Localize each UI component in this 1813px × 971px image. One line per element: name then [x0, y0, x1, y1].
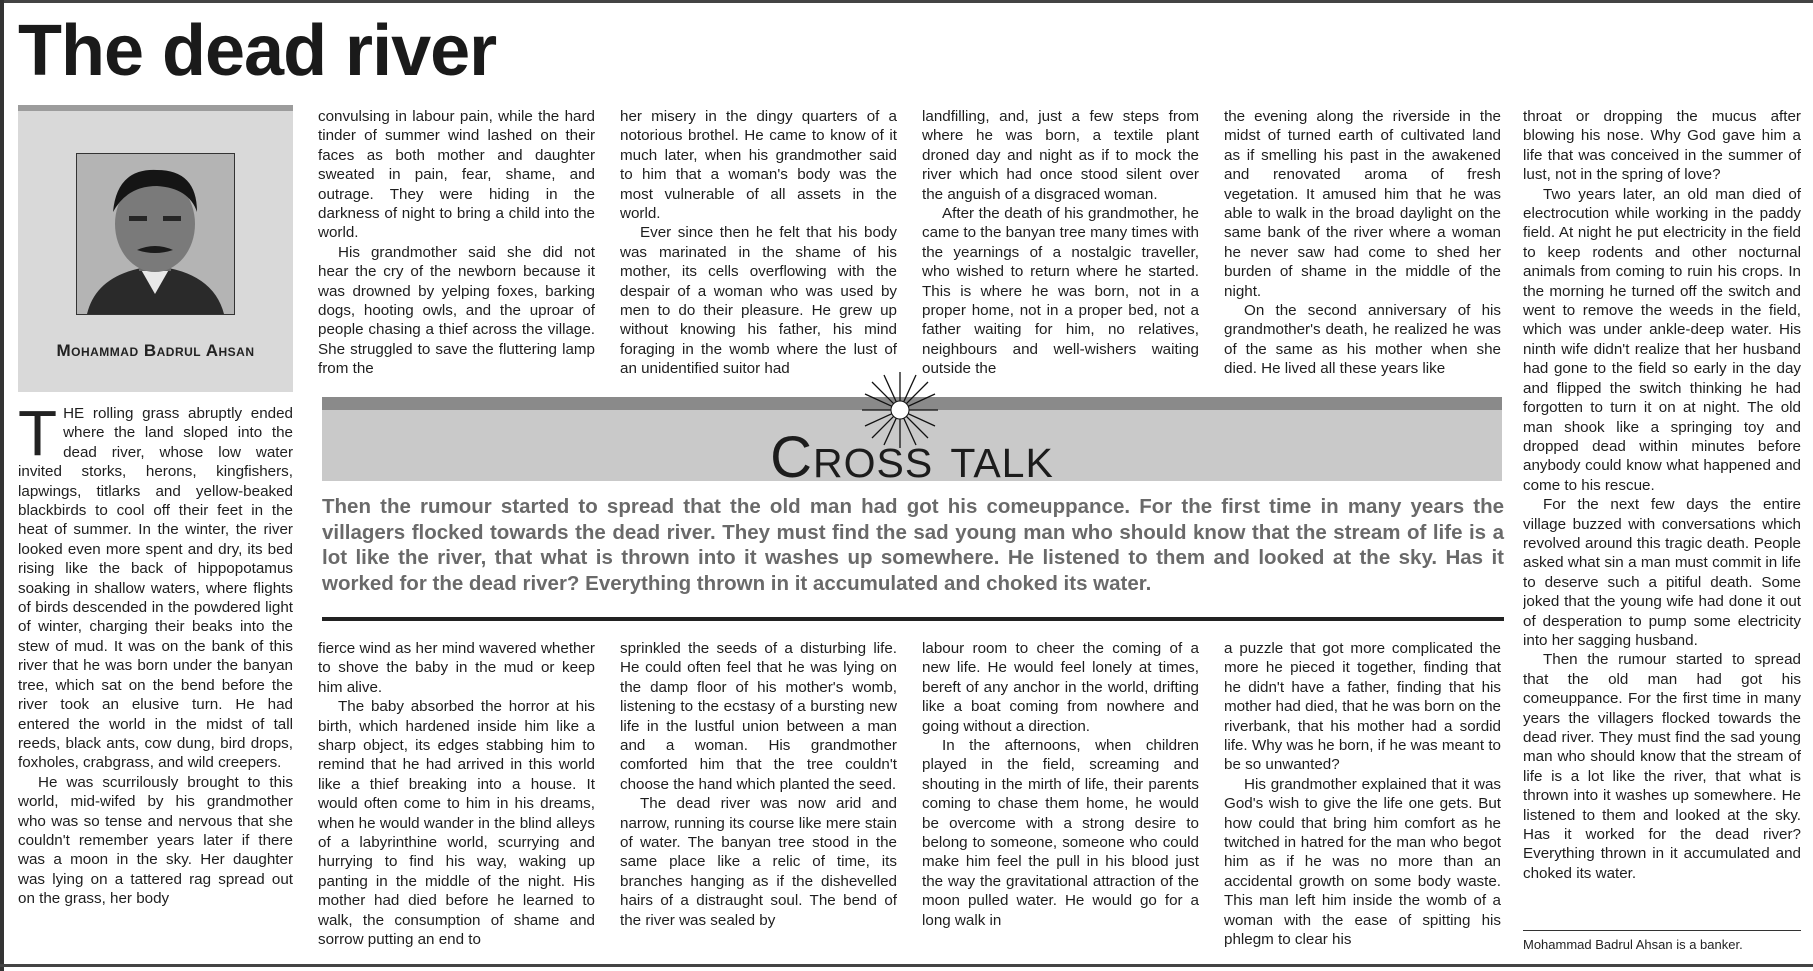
- column-6-paragraph-3: For the next few days the entire village buzzed with conversations which revolved around this tragic death. People asked what sin a man must commit in life to deserve such a pitiful death. Some joked that the young wife had done it out of desperation to pump some electricity into her sagging husband.: [1523, 496, 1801, 649]
- column-3-bottom: [620, 639, 897, 957]
- column-6-paragraph-1: throat or dropping the mucus after blowing his nose. Why God gave him a life that was conceived in the summer of lust, not in the spring of love?: [1523, 108, 1801, 184]
- column-2-bottom: [318, 639, 595, 957]
- starburst-icon: [862, 372, 938, 448]
- column-2-bottom-paragraph-1: fierce wind as her mind wavered whether to shove the baby in the mud or keep him alive.: [318, 640, 595, 696]
- author-photo: [76, 153, 235, 315]
- column-3-bottom-paragraph-2: The dead river was now arid and narrow, running its course like mere stain of water. The banyan tree stood in the same place like a relic of time, its branches hanging as if the dishevelled hairs of a distraught soul. The bend of the river was sealed by: [620, 795, 897, 929]
- column-2-top-paragraph-2: His grandmother said she did not hear the cry of the newborn because it was drowned by yelping foxes, barking dogs, hooting owls, and the uproar of people chasing a thief across the village. She struggled to save the fluttering lamp from the: [318, 243, 595, 378]
- column-6-paragraph-2: Two years later, an old man died of electrocution while working in the paddy field. At night he put electricity in the field to keep rodents and other nocturnal animals from coming to ruin his crops. In the morning he turned off the switch and went to remove the weeds in the field, which was under ankle-deep water. His ninth wife didn't realize that her husband had gone to the field so early in the day and flipped the switch thinking he had forgotten to turn it on at night. The old man shook like a springing toy and dropped dead within minutes before anybody could know what happened and come to his rescue.: [1523, 185, 1801, 494]
- column-6-paragraph-4: Then the rumour started to spread that the old man had got his comeuppance. For the first time in many years the villagers flocked towards the dead river. They must find the sad young man who should know that the stream of life is a lot like the river, that what is thrown into it washes up somewhere. He listened to them and looked at the sky. Has it worked for the dead river? Everything thrown in it accumulated and choked its water.: [1523, 651, 1801, 882]
- author-portrait-image: [77, 154, 234, 314]
- column-5-top: [1224, 107, 1501, 379]
- column-2-bottom-paragraph-2: The baby absorbed the horror at his birth, which hardened inside him like a sharp object, its edges stabbing him to remind that he had arrived in this world like a thief breaking into a house. It would often come to him in his dreams, when he would wander in the blind alleys of a labyrinthine world, scurrying and hurrying to find his way, waking up panting in the middle of the night. His mother had died before he learned to walk, the consumption of shame and sorrow putting an end to: [318, 698, 595, 949]
- author-box: [18, 105, 293, 392]
- column-4-top-paragraph-2: After the death of his grandmother, he came to the banyan tree many times with the yearnings of a nostalgic traveller, who wished to return where he started. This is where he was born, not in a proper home, not in a proper bed, not a father waiting for him, no relatives, neighbours and well-wishers waiting outside the: [922, 205, 1199, 378]
- author-name: Mohammad Badrul Ahsan: [56, 341, 255, 360]
- bottom-border: [0, 964, 1813, 967]
- column-5-bottom-paragraph-2: His grandmother explained that it was God's wish to give the life one gets. But how could that bring him comfort as he twitched in hatred for the man who begot him as if he was no more than an accidental growth on some body waste. This man left him inside the womb of a woman with the ease of spitting his phlegm to clear his: [1224, 775, 1501, 949]
- column-4-top-paragraph-1: landfilling, and, just a few steps from where he was born, a textile plant droned day and night as if to mock the river which had once stood silent over the anguish of a disgraced woman.: [922, 108, 1199, 203]
- column-3-top-paragraph-1: her misery in the dingy quarters of a notorious brothel. He came to know of it much later, when his grandmother said to him that a woman's body was the most vulnerable of all assets in the world.: [620, 108, 897, 223]
- article-headline: The dead river: [18, 11, 497, 91]
- section-title: Cross talk: [770, 425, 1054, 490]
- author-footnote: Mohammad Badrul Ahsan is a banker.: [1523, 937, 1743, 952]
- column-4-top: [922, 107, 1199, 379]
- pull-quote: Then the rumour started to spread that the old man had got his comeuppance. For the first time in many years the villagers flocked towards the dead river. They must find the sad young man who should know that the stream of life is a lot like the river, that what is thrown into it washes up somewhere. He listened to them and looked at the sky. Has it worked for the dead river? Everything thrown in it accumulated and choked its water.: [322, 495, 1504, 595]
- drop-cap: T: [18, 404, 58, 469]
- column-2-top: [318, 107, 595, 379]
- left-border: [0, 0, 4, 971]
- column-5-top-paragraph-1: the evening along the riverside in the midst of turned earth of cultivated land as if smelling his past in the awakened and renovated aroma of fresh vegetation. It amused him that he was able to walk in the broad daylight on the same bank of the river where a woman he never saw had come to shed her burden of shame in the middle of the night.: [1224, 108, 1501, 300]
- column-3-top-paragraph-2: Ever since then he felt that his body was marinated in the shame of his mother, its cells overflowing with the despair of a woman who was used by men to do their pleasure. He grew up without knowing his father, his mind foraging in the womb where the lust of an unidentified suitor had: [620, 224, 897, 378]
- column-5-bottom-paragraph-1: a puzzle that got more complicated the more he pieced it together, finding that he didn't have a father, finding that his mother had died, that he was born on the riverbank, that his mother had a sordid life. Why was he born, if he was meant to be so unwanted?: [1224, 640, 1501, 774]
- column-1-paragraph-1-text: HE rolling grass abruptly ended where the land sloped into the dead river, whose low water invited storks, herons, kingfishers, lapwings, titlarks and yellow-beaked blackbirds to cool off their feet in the heat of summer. In the winter, the river looked even more spent and dry, its bed rising like the back of hippopotamus soaking in shallow waters, where flights of birds descended in the powdered light of winter, charging their beaks into the stew of mud. It was on the bank of this river that he was born under the banyan tree, which sat on the bend before the river took an elusive turn. He had entered the world in the midst of tall reeds, black ants, cow dung, bird drops, foxholes, crabgrass, and wild creepers.: [18, 405, 293, 772]
- column-4-bottom-paragraph-2: In the afternoons, when children played in the field, screaming and shouting in the mirth of life, their parents coming to chase them home, he would be overcome with a strong desire to belong to someone, someone who could make him feel the pull in his blood just the way the gravitational attraction of the moon pulled water. He would go for a long walk in: [922, 737, 1199, 929]
- column-6: [1523, 107, 1801, 925]
- column-2-top-paragraph-1: convulsing in labour pain, while the hard tinder of summer wind lashed on their faces as both mother and daughter sweated in pain, fear, shame, and outrage. They were hiding in the darkness of night to bring a child into the world.: [318, 108, 595, 242]
- column-4-bottom: [922, 639, 1199, 957]
- column-5-bottom: [1224, 639, 1501, 957]
- column-1-paragraph-2: He was scurrilously brought to this world, mid-wifed by his grandmother who was so tense and nervous that she couldn't remember years later if there was a moon in the sky. Her daughter was lying on a tattered rag spread out on the grass, her body: [18, 773, 293, 908]
- footnote-rule: [1523, 930, 1801, 931]
- column-1-paragraph-1: [18, 404, 293, 773]
- column-3-top: [620, 107, 897, 379]
- top-border: [0, 0, 1813, 3]
- column-5-top-paragraph-2: On the second anniversary of his grandmother's death, he realized he was of the same as his mother when she died. He lived all these years like: [1224, 302, 1501, 378]
- pull-quote-rule: [322, 617, 1504, 621]
- column-3-bottom-paragraph-1: sprinkled the seeds of a disturbing life. He could often feel that he was lying on the damp floor of his mother's womb, listening to the ecstasy of a bursting new life in the lustful union between a man and a woman. His grandmother comforted him that the tree couldn't choose the hand which planted the seed.: [620, 640, 897, 793]
- column-4-bottom-paragraph-1: labour room to cheer the coming of a new life. He would feel lonely at times, bereft of any anchor in the world, drifting like a boat coming from nowhere and going without a direction.: [922, 640, 1199, 735]
- column-1: [18, 404, 293, 954]
